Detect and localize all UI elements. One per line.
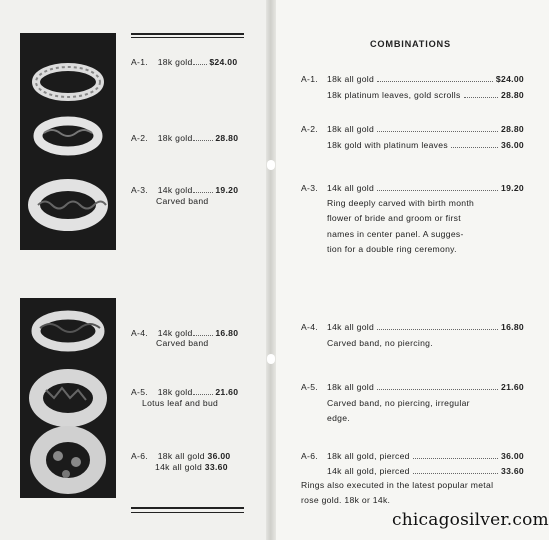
right-item-a1: A-1. 18k all gold $24.00 <box>301 74 524 84</box>
rings-photo-a1-a3 <box>20 33 116 250</box>
page-title: COMBINATIONS <box>370 39 451 49</box>
right-item-a6: A-6. 18k all gold, pierced 36.00 <box>301 451 524 461</box>
bottom-rule <box>131 507 244 509</box>
left-item-a3-sub: Carved band <box>156 196 209 206</box>
left-item-a2: A-2. 18k gold 28.80 <box>131 133 239 143</box>
right-item-a2: A-2. 18k all gold 28.80 <box>301 124 524 134</box>
right-item-a1-line2: 18k platinum leaves, gold scrolls 28.80 <box>327 90 524 100</box>
watermark-text: chicagosilver.com <box>392 510 549 530</box>
binding-staple-hole <box>267 160 275 170</box>
left-item-a5-sub: Lotus leaf and bud <box>142 398 219 408</box>
ring-illustration <box>20 33 116 250</box>
left-item-a4-sub: Carved band <box>156 338 209 348</box>
page-gutter <box>266 0 276 540</box>
left-item-a1: A-1. 18k gold $24.00 <box>131 57 238 67</box>
right-item-a6-line2: 14k all gold, pierced 33.60 <box>327 466 524 476</box>
left-item-a3: A-3. 14k gold 19.20 <box>131 185 239 195</box>
right-item-a4: A-4. 14k all gold 16.80 <box>301 322 524 332</box>
left-item-a6: A-6. 18k all gold 36.00 <box>131 451 231 461</box>
binding-staple-hole <box>267 354 275 364</box>
right-item-a4-description: Carved band, no piercing. <box>327 338 433 348</box>
top-rule <box>131 33 244 35</box>
right-item-a2-line2: 18k gold with platinum leaves 36.00 <box>327 140 524 150</box>
ring-illustration <box>20 298 116 498</box>
right-item-a3: A-3. 14k all gold 19.20 <box>301 183 524 193</box>
right-item-a5: A-5. 18k all gold 21.60 <box>301 382 524 392</box>
rings-photo-a4-a6 <box>20 298 116 498</box>
rose-gold-note: Rings also executed in the latest popular metal rose gold. 18k or 14k. <box>301 480 494 506</box>
left-item-a4: A-4. 14k gold 16.80 <box>131 328 239 338</box>
left-item-a6-line2: 14k all gold 33.60 <box>155 462 228 472</box>
left-item-a5: A-5. 18k gold 21.60 <box>131 387 239 397</box>
right-item-a3-description: Ring deeply carved with birth month flower of bride and groom or first names in center panel. A sugges- tion for a double ring ceremony. <box>327 198 475 255</box>
bottom-rule <box>131 512 244 513</box>
top-rule <box>131 37 244 38</box>
right-item-a5-description: Carved band, no piercing, irregular edge. <box>327 398 470 424</box>
